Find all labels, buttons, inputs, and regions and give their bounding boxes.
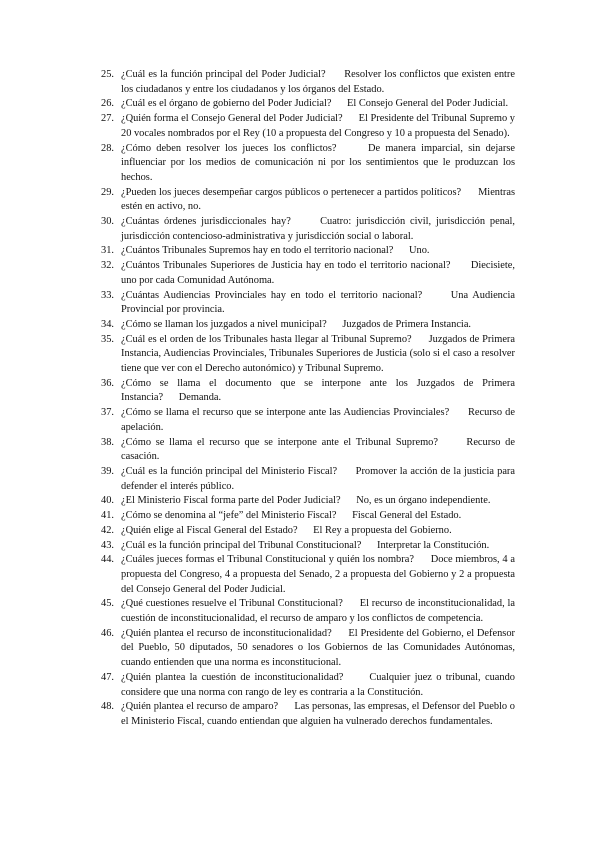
item-number: 30. bbox=[101, 216, 114, 228]
question-text: ¿Quién elige al Fiscal General del Estado? bbox=[121, 524, 298, 536]
qa-item bbox=[101, 244, 515, 259]
qa-item bbox=[101, 539, 515, 554]
question-text: ¿Cuántas Audiencias Provinciales hay en todo el territorio nacional? bbox=[121, 289, 423, 301]
item-number: 27. bbox=[101, 113, 114, 125]
answer-text: Recurso de apelación. bbox=[121, 407, 515, 433]
item-number: 45. bbox=[101, 598, 114, 610]
item-number: 26. bbox=[101, 98, 114, 110]
qa-item bbox=[101, 142, 515, 186]
item-number: 36. bbox=[101, 377, 114, 389]
question-text: ¿Cómo se llama el recurso que se interpone ante las Audiencias Provinciales? bbox=[121, 407, 450, 419]
question-text: ¿Quién forma el Consejo General del Poder Judicial? bbox=[121, 113, 343, 125]
answer-text: Doce miembros, 4 a propuesta del Congreso, 4 a propuesta del Senado, 2 a propuesta del Gobierno y 2 a propuesta del Consejo General del Poder Judicial. bbox=[121, 554, 515, 595]
qa-item bbox=[101, 259, 515, 288]
qa-item bbox=[101, 289, 515, 318]
answer-text: El Consejo General del Poder Judicial. bbox=[347, 98, 509, 110]
answer-text: Diecisiete, uno por cada Comunidad Autónoma. bbox=[121, 260, 515, 286]
qa-item bbox=[101, 406, 515, 435]
item-number: 41. bbox=[101, 510, 114, 522]
qa-item bbox=[101, 318, 515, 333]
answer-text: Las personas, las empresas, el Defensor del Pueblo o el Ministerio Fiscal, cuando entiendan que alguien ha vulnerado derechos fundamentales. bbox=[121, 701, 515, 727]
answer-text: Mientras estén en activo, no. bbox=[121, 186, 515, 213]
answer-text: Demanda. bbox=[178, 392, 222, 404]
qa-item bbox=[101, 68, 515, 97]
item-number: 31. bbox=[101, 245, 114, 257]
item-number: 37. bbox=[101, 407, 114, 419]
question-text: ¿Qué cuestiones resuelve el Tribunal Constitucional? bbox=[121, 598, 343, 610]
answer-text: Fiscal General del Estado. bbox=[352, 510, 462, 522]
qa-item bbox=[101, 377, 515, 406]
question-text: ¿Cómo se llama el recurso que se interpone ante el Tribunal Supremo? bbox=[121, 436, 438, 448]
question-text: ¿Cuál es la función principal del Tribunal Constitucional? bbox=[121, 539, 362, 551]
question-text: ¿Cuál es la función principal del Poder Judicial? bbox=[121, 69, 326, 80]
qa-item bbox=[101, 671, 515, 700]
question-text: ¿Cuántos Tribunales Supremos hay en todo el territorio nacional? bbox=[121, 245, 394, 257]
answer-text: El recurso de inconstitucionalidad, la cuestión de inconstitucionalidad, el recurso de amparo y los conflictos de competencia. bbox=[121, 598, 515, 625]
qa-item bbox=[101, 465, 515, 494]
item-number: 38. bbox=[101, 436, 114, 448]
question-text: ¿Cómo se llama el documento que se interpone ante los Juzgados de Primera Instancia? bbox=[121, 377, 515, 404]
question-text: ¿Cómo deben resolver los jueces los conflictos? bbox=[121, 142, 337, 154]
question-text: ¿Cuál es el órgano de gobierno del Poder Judicial? bbox=[121, 98, 332, 110]
question-text: ¿Cuántas órdenes jurisdiccionales hay? bbox=[121, 216, 291, 228]
qa-item bbox=[101, 112, 515, 141]
answer-text: Juzgados de Primera Instancia. bbox=[342, 318, 472, 330]
answer-text: Recurso de casación. bbox=[121, 436, 515, 463]
question-text: ¿Quién plantea la cuestión de inconstitucionalidad? bbox=[121, 671, 344, 683]
item-number: 28. bbox=[101, 142, 114, 154]
question-text: ¿El Ministerio Fiscal forma parte del Poder Judicial? bbox=[121, 495, 341, 507]
item-number: 40. bbox=[101, 495, 114, 507]
qa-item bbox=[101, 627, 515, 671]
answer-text: Resolver los conflictos que existen entre los ciudadanos y entre los ciudadanos y los órganos del Estado. bbox=[121, 69, 515, 95]
question-text: ¿Pueden los jueces desempeñar cargos públicos o pertenecer a partidos políticos? bbox=[121, 186, 462, 198]
item-number: 46. bbox=[101, 627, 114, 639]
item-number: 39. bbox=[101, 465, 114, 477]
qa-item bbox=[101, 215, 515, 244]
item-number: 44. bbox=[101, 554, 114, 566]
qa-item bbox=[101, 494, 515, 509]
answer-text: Juzgados de Primera Instancia, Audiencias Provinciales, Tribunales Superiores de Justicia (solo si el caso a resolver tiene que ver con el Derecho autonómico) y Tribunal Supremo. bbox=[121, 333, 515, 375]
item-number: 25. bbox=[101, 69, 114, 80]
answer-text: No, es un órgano independiente. bbox=[356, 495, 491, 507]
qa-item bbox=[101, 509, 515, 524]
question-text: ¿Quién plantea el recurso de amparo? bbox=[121, 701, 279, 713]
qa-item bbox=[101, 186, 515, 215]
question-text: ¿Cuál es el orden de los Tribunales hasta llegar al Tribunal Supremo? bbox=[121, 333, 412, 345]
qa-item bbox=[101, 700, 515, 729]
answer-text: El Presidente del Gobierno, el Defensor del Pueblo, 50 diputados, 50 senadores o los Gobiernos de las Comunidades Autónomas, cuando entienden que una norma es inconstitucional. bbox=[121, 627, 515, 669]
question-text: ¿Cuántos Tribunales Superiores de Justicia hay en todo el territorio nacional? bbox=[121, 260, 451, 272]
item-number: 42. bbox=[101, 524, 114, 536]
question-text: ¿Quién plantea el recurso de inconstitucionalidad? bbox=[121, 627, 332, 639]
item-number: 32. bbox=[101, 260, 114, 272]
qa-item bbox=[101, 597, 515, 626]
item-number: 34. bbox=[101, 318, 114, 330]
qa-item bbox=[101, 524, 515, 539]
item-number: 33. bbox=[101, 289, 114, 301]
answer-text: Cualquier juez o tribunal, cuando considere que una norma con rango de ley es contraria a la Constitución. bbox=[121, 671, 515, 698]
item-number: 35. bbox=[101, 333, 114, 345]
answer-text: De manera imparcial, sin dejarse influenciar por los medios de comunicación ni por los sentimientos que le produzcan los hechos. bbox=[121, 142, 515, 183]
qa-item bbox=[101, 97, 515, 112]
answer-text: El Presidente del Tribunal Supremo y 20 vocales nombrados por el Rey (10 a propuesta del Congreso y 10 a propuesta del Senado). bbox=[121, 113, 515, 139]
qa-item bbox=[101, 333, 515, 377]
question-text: ¿Cuál es la función principal del Ministerio Fiscal? bbox=[121, 465, 338, 477]
question-text: ¿Cómo se denomina al “jefe” del Ministerio Fiscal? bbox=[121, 510, 337, 522]
qa-item bbox=[101, 553, 515, 597]
answer-text: El Rey a propuesta del Gobierno. bbox=[313, 524, 452, 536]
answer-text: Uno. bbox=[409, 245, 430, 257]
item-number: 48. bbox=[101, 701, 114, 713]
item-number: 43. bbox=[101, 539, 114, 551]
item-number: 29. bbox=[101, 186, 114, 198]
question-text: ¿Cuáles jueces formas el Tribunal Constitucional y quién los nombra? bbox=[121, 554, 414, 566]
answer-text: Interpretar la Constitución. bbox=[376, 539, 490, 551]
answer-text: Cuatro: jurisdicción civil, jurisdicción penal, jurisdicción contencioso-administrativa y jurisdicción social o laboral. bbox=[121, 216, 515, 242]
question-text: ¿Cómo se llaman los juzgados a nivel municipal? bbox=[121, 318, 327, 330]
item-number: 47. bbox=[101, 671, 114, 683]
qa-item bbox=[101, 436, 515, 465]
question-answer-list bbox=[101, 68, 515, 730]
answer-text: Una Audiencia Provincial por provincia. bbox=[121, 289, 515, 316]
answer-text: Promover la acción de la justicia para defender el interés público. bbox=[121, 465, 515, 492]
